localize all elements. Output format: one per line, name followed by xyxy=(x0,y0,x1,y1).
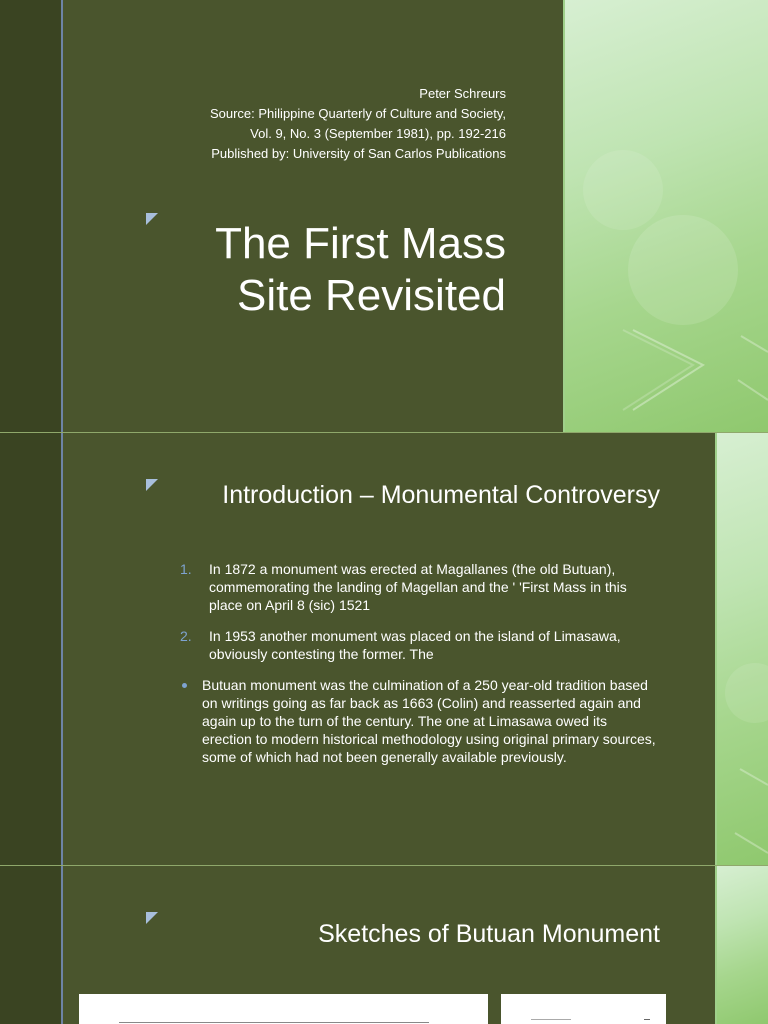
bullet-triangle-icon xyxy=(146,479,158,491)
slide-title xyxy=(0,0,768,432)
green-background-decoration xyxy=(563,0,768,432)
left-strip xyxy=(0,866,62,1024)
left-strip xyxy=(0,0,62,432)
list-item-text: In 1953 another monument was placed on the island of Limasawa, obviously contesting the former. The xyxy=(209,628,621,662)
slide-sketches xyxy=(0,866,768,1024)
bullet-triangle-icon xyxy=(146,912,158,924)
slide-introduction xyxy=(0,433,768,865)
sketch-image-left xyxy=(79,994,488,1024)
left-strip xyxy=(0,433,62,865)
panel-edge xyxy=(715,433,717,865)
image-rule xyxy=(531,1019,571,1020)
list-item-text: Butuan monument was the culmination of a 250 year-old tradition based on writings going as far back as 1663 (Colin) and reasserted again and again up to the turn of the century. The one at Limasawa owed its erection to modern historical methodology using original primary sources, some of which had not been generally available previously. xyxy=(202,677,656,765)
presentation-title xyxy=(215,218,506,322)
panel-edge xyxy=(715,866,717,1024)
content-list xyxy=(180,560,660,779)
slide-heading: Introduction – Monumental Controversy xyxy=(222,481,660,509)
image-rule xyxy=(644,1019,650,1020)
volume-line: Vol. 9, No. 3 (September 1981), pp. 192-216 xyxy=(250,126,506,141)
source-line: Source: Philippine Quarterly of Culture and Society, xyxy=(209,106,506,121)
title-line-1: The First Mass xyxy=(215,219,506,268)
image-rule xyxy=(119,1022,429,1023)
chevron-decoration xyxy=(563,0,768,432)
list-item-text: In 1872 a monument was erected at Magallanes (the old Butuan), commemorating the landing of Magellan and the ' 'First Mass in this place on April 8 (sic) 1521 xyxy=(209,561,627,613)
slide-heading: Sketches of Butuan Monument xyxy=(318,920,660,948)
publisher-line: Published by: University of San Carlos Publications xyxy=(211,146,506,161)
panel-edge xyxy=(563,0,565,432)
list-number: 2. xyxy=(180,628,192,644)
chevron-decoration xyxy=(715,433,768,865)
list-item xyxy=(180,627,660,663)
green-background-decoration xyxy=(715,433,768,865)
title-line-2: Site Revisited xyxy=(236,271,506,320)
list-item xyxy=(180,560,660,614)
sketch-image-right xyxy=(501,994,666,1024)
bullet-dot-icon xyxy=(182,683,187,688)
list-item xyxy=(180,676,660,766)
source-metadata xyxy=(210,84,506,164)
author: Peter Schreurs xyxy=(419,86,506,101)
list-number: 1. xyxy=(180,561,192,577)
green-background-decoration xyxy=(715,866,768,1024)
slide-panel xyxy=(63,0,563,432)
bullet-triangle-icon xyxy=(146,213,158,225)
